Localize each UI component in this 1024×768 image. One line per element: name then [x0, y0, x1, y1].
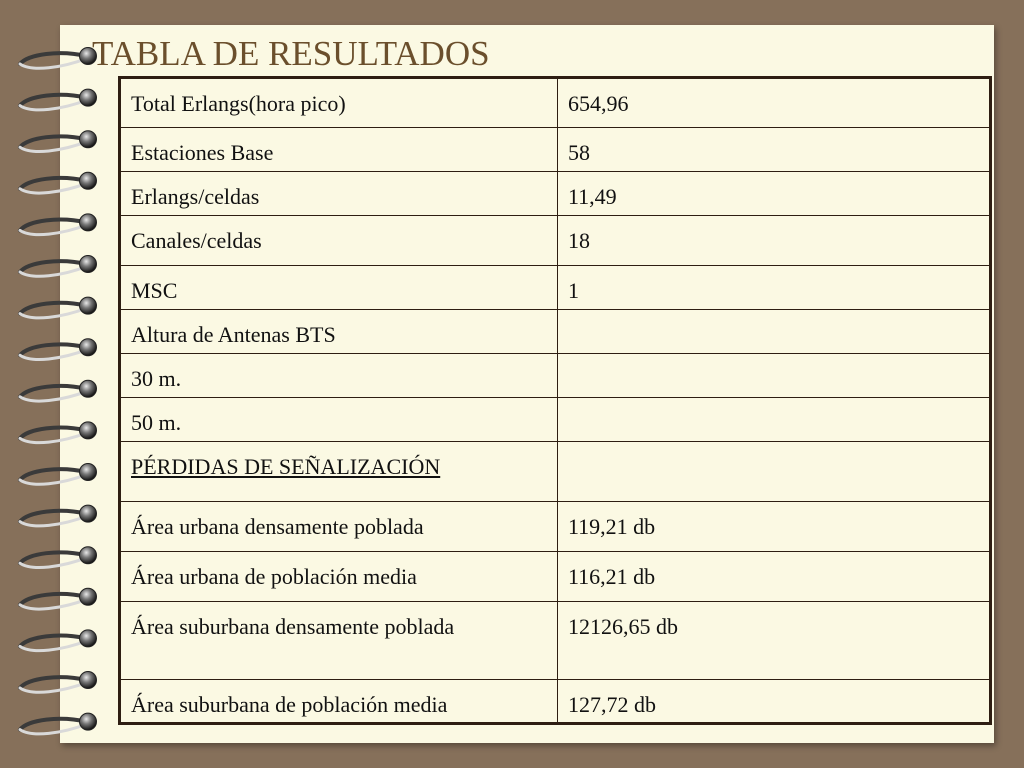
row-label: Estaciones Base	[120, 128, 558, 172]
row-label: Canales/celdas	[120, 216, 558, 266]
row-value: 11,49	[558, 172, 991, 216]
row-label: Área suburbana de población media	[120, 680, 558, 724]
row-value: 654,96	[558, 78, 991, 128]
row-value	[558, 310, 991, 354]
row-label: Área suburbana densamente poblada	[120, 602, 558, 680]
table-row	[120, 442, 991, 502]
table-row	[120, 266, 991, 310]
table-row	[120, 78, 991, 128]
row-label: 50 m.	[120, 398, 558, 442]
binding-ring	[20, 672, 97, 693]
row-label: Área urbana densamente poblada	[120, 502, 558, 552]
binding-ring	[20, 505, 97, 526]
binding-ring	[20, 89, 97, 110]
section-heading: PÉRDIDAS DE SEÑALIZACIÓN	[131, 454, 441, 479]
row-label: Total Erlangs(hora pico)	[120, 78, 558, 128]
binding-ring	[20, 256, 97, 277]
row-value	[558, 398, 991, 442]
table-row	[120, 128, 991, 172]
binding-ring	[20, 547, 97, 568]
table-row	[120, 680, 991, 724]
binding-ring	[20, 48, 97, 69]
row-label: Altura de Antenas BTS	[120, 310, 558, 354]
binding-ring	[20, 297, 97, 318]
row-value	[558, 354, 991, 398]
table-row	[120, 172, 991, 216]
binding-ring	[20, 131, 97, 152]
results-table	[118, 76, 992, 725]
binding-ring	[20, 422, 97, 443]
row-value: 58	[558, 128, 991, 172]
binding-ring	[20, 339, 97, 360]
row-label: MSC	[120, 266, 558, 310]
row-label	[120, 442, 558, 502]
row-value: 116,21 db	[558, 552, 991, 602]
table-row	[120, 310, 991, 354]
spiral-binding	[0, 0, 120, 768]
row-label: 30 m.	[120, 354, 558, 398]
table-row	[120, 552, 991, 602]
binding-ring	[20, 380, 97, 401]
binding-ring	[20, 588, 97, 609]
table-row	[120, 502, 991, 552]
binding-ring	[20, 172, 97, 193]
row-label: Área urbana de población media	[120, 552, 558, 602]
binding-ring	[20, 214, 97, 235]
binding-ring	[20, 630, 97, 651]
page-title: TABLA DE RESULTADOS	[92, 34, 490, 73]
table-row	[120, 216, 991, 266]
table-row	[120, 398, 991, 442]
row-value	[558, 442, 991, 502]
row-label: Erlangs/celdas	[120, 172, 558, 216]
row-value: 127,72 db	[558, 680, 991, 724]
binding-ring	[20, 464, 97, 485]
binding-ring	[20, 713, 97, 734]
row-value: 1	[558, 266, 991, 310]
table-row	[120, 354, 991, 398]
table-row	[120, 602, 991, 680]
row-value: 12126,65 db	[558, 602, 991, 680]
row-value: 18	[558, 216, 991, 266]
row-value: 119,21 db	[558, 502, 991, 552]
